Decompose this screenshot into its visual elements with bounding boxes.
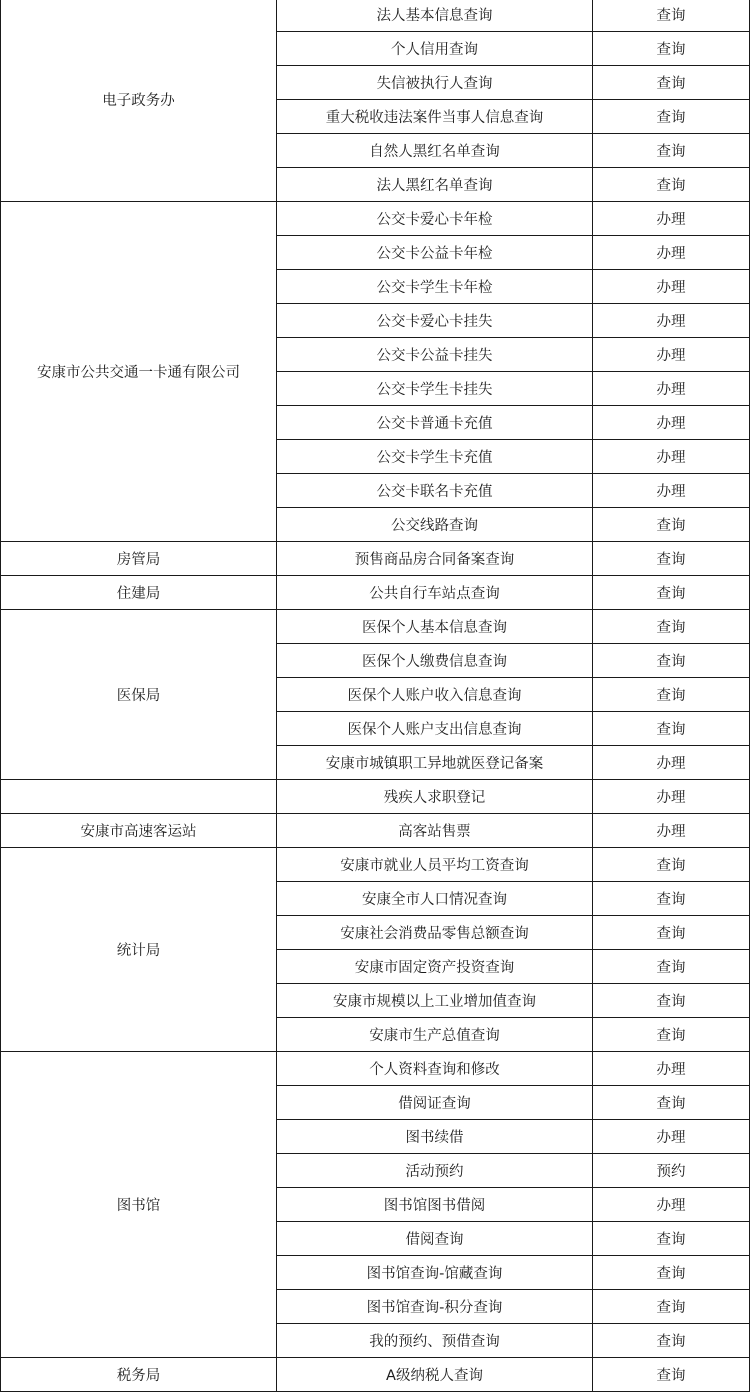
service-type-cell: 查询 [593, 576, 750, 610]
service-name-cell: 法人黑红名单查询 [277, 168, 593, 202]
service-type-cell: 办理 [593, 372, 750, 406]
service-type-cell: 查询 [593, 508, 750, 542]
service-type-cell: 办理 [593, 780, 750, 814]
service-name-cell: 法人基本信息查询 [277, 0, 593, 32]
service-name-cell: 安康全市人口情况查询 [277, 882, 593, 916]
service-name-cell: 公交卡爱心卡年检 [277, 202, 593, 236]
service-type-cell: 查询 [593, 168, 750, 202]
service-type-cell: 办理 [593, 202, 750, 236]
service-name-cell: 重大税收违法案件当事人信息查询 [277, 100, 593, 134]
department-cell: 房管局 [1, 542, 277, 576]
service-type-cell: 办理 [593, 1188, 750, 1222]
service-name-cell: 安康市城镇职工异地就医登记备案 [277, 746, 593, 780]
service-name-cell: 医保个人账户支出信息查询 [277, 712, 593, 746]
service-type-cell: 查询 [593, 1358, 750, 1392]
department-cell: 医保局 [1, 610, 277, 780]
service-type-cell: 查询 [593, 1290, 750, 1324]
table-row [1, 0, 750, 32]
service-name-cell: 医保个人账户收入信息查询 [277, 678, 593, 712]
service-type-cell: 查询 [593, 542, 750, 576]
service-name-cell: 安康市就业人员平均工资查询 [277, 848, 593, 882]
service-name-cell: 公交卡爱心卡挂失 [277, 304, 593, 338]
service-type-cell: 查询 [593, 916, 750, 950]
table-row [1, 610, 750, 644]
service-name-cell: 安康市固定资产投资查询 [277, 950, 593, 984]
service-type-cell: 办理 [593, 1120, 750, 1154]
service-type-cell: 查询 [593, 100, 750, 134]
table-row [1, 1358, 750, 1392]
service-name-cell: 图书馆查询-积分查询 [277, 1290, 593, 1324]
department-cell: 图书馆 [1, 1052, 277, 1358]
table-row [1, 1052, 750, 1086]
service-name-cell: 自然人黑红名单查询 [277, 134, 593, 168]
service-type-cell: 办理 [593, 304, 750, 338]
service-name-cell: 公交卡公益卡挂失 [277, 338, 593, 372]
service-name-cell: 医保个人基本信息查询 [277, 610, 593, 644]
service-type-cell: 查询 [593, 1222, 750, 1256]
department-cell: 安康市高速客运站 [1, 814, 277, 848]
service-name-cell: 残疾人求职登记 [277, 780, 593, 814]
service-type-cell: 查询 [593, 1018, 750, 1052]
service-name-cell: 图书续借 [277, 1120, 593, 1154]
service-type-cell: 办理 [593, 746, 750, 780]
service-name-cell: 借阅查询 [277, 1222, 593, 1256]
department-cell: 安康市公共交通一卡通有限公司 [1, 202, 277, 542]
service-type-cell: 查询 [593, 1324, 750, 1358]
table-row [1, 202, 750, 236]
table-row [1, 814, 750, 848]
service-name-cell: 安康市生产总值查询 [277, 1018, 593, 1052]
service-name-cell: 图书馆查询-馆藏查询 [277, 1256, 593, 1290]
service-type-cell: 办理 [593, 440, 750, 474]
service-name-cell: 安康市规模以上工业增加值查询 [277, 984, 593, 1018]
service-type-cell: 查询 [593, 678, 750, 712]
service-type-cell: 办理 [593, 236, 750, 270]
service-type-cell: 查询 [593, 610, 750, 644]
department-cell: 税务局 [1, 1358, 277, 1392]
service-name-cell: 公共自行车站点查询 [277, 576, 593, 610]
service-name-cell: A级纳税人查询 [277, 1358, 593, 1392]
service-name-cell: 个人信用查询 [277, 32, 593, 66]
department-cell: 电子政务办 [1, 0, 277, 202]
table-row [1, 542, 750, 576]
service-type-cell: 查询 [593, 0, 750, 32]
service-type-cell: 办理 [593, 406, 750, 440]
service-type-cell: 预约 [593, 1154, 750, 1188]
service-type-cell: 查询 [593, 134, 750, 168]
service-name-cell: 公交卡学生卡充值 [277, 440, 593, 474]
service-type-cell: 查询 [593, 984, 750, 1018]
service-type-cell: 查询 [593, 950, 750, 984]
service-type-cell: 查询 [593, 32, 750, 66]
service-type-cell: 办理 [593, 270, 750, 304]
service-name-cell: 公交线路查询 [277, 508, 593, 542]
service-name-cell: 医保个人缴费信息查询 [277, 644, 593, 678]
service-type-cell: 查询 [593, 644, 750, 678]
service-type-cell: 查询 [593, 712, 750, 746]
service-type-cell: 查询 [593, 66, 750, 100]
service-name-cell: 预售商品房合同备案查询 [277, 542, 593, 576]
service-type-cell: 办理 [593, 1052, 750, 1086]
service-name-cell: 公交卡学生卡挂失 [277, 372, 593, 406]
table-row [1, 576, 750, 610]
table-body [1, 0, 750, 1392]
table-row [1, 848, 750, 882]
service-name-cell: 失信被执行人查询 [277, 66, 593, 100]
service-name-cell: 公交卡普通卡充值 [277, 406, 593, 440]
service-name-cell: 图书馆图书借阅 [277, 1188, 593, 1222]
service-name-cell: 安康社会消费品零售总额查询 [277, 916, 593, 950]
table-row [1, 780, 750, 814]
service-name-cell: 活动预约 [277, 1154, 593, 1188]
service-name-cell: 我的预约、预借查询 [277, 1324, 593, 1358]
department-cell: 统计局 [1, 848, 277, 1052]
service-name-cell: 个人资料查询和修改 [277, 1052, 593, 1086]
department-cell [1, 780, 277, 814]
service-type-cell: 查询 [593, 1256, 750, 1290]
service-type-cell: 办理 [593, 814, 750, 848]
department-cell: 住建局 [1, 576, 277, 610]
service-name-cell: 公交卡公益卡年检 [277, 236, 593, 270]
service-type-cell: 办理 [593, 474, 750, 508]
service-name-cell: 公交卡联名卡充值 [277, 474, 593, 508]
service-type-cell: 查询 [593, 848, 750, 882]
service-type-cell: 查询 [593, 882, 750, 916]
service-type-cell: 查询 [593, 1086, 750, 1120]
service-name-cell: 高客站售票 [277, 814, 593, 848]
service-name-cell: 公交卡学生卡年检 [277, 270, 593, 304]
service-type-cell: 办理 [593, 338, 750, 372]
service-name-cell: 借阅证查询 [277, 1086, 593, 1120]
